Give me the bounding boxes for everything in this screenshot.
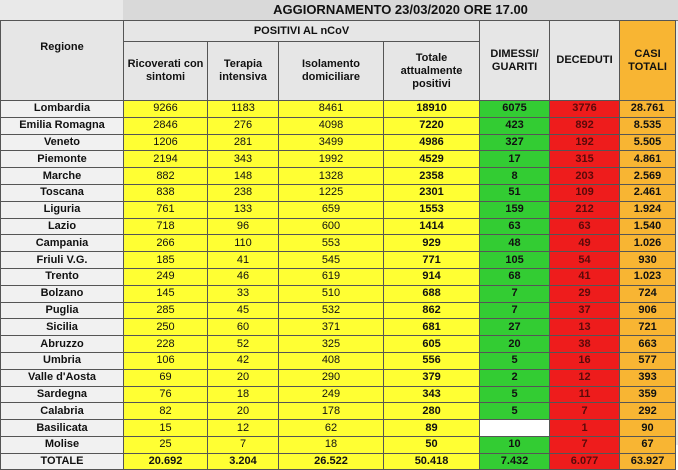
cell-casi-totali: 359 bbox=[620, 386, 676, 403]
cell-regione: TOTALE bbox=[1, 453, 124, 469]
cell-regione: Basilicata bbox=[1, 420, 124, 437]
cell-terapia: 96 bbox=[208, 218, 279, 235]
cell-deceduti: 1 bbox=[550, 420, 620, 437]
cell-casi-totali: 721 bbox=[620, 319, 676, 336]
header-totale-positivi: Totale attualmente positivi bbox=[384, 42, 480, 101]
cell-dimessi: 5 bbox=[480, 403, 550, 420]
cell-isolamento: 1225 bbox=[279, 184, 384, 201]
cell-terapia: 42 bbox=[208, 352, 279, 369]
cell-terapia: 52 bbox=[208, 336, 279, 353]
cell-terapia: 46 bbox=[208, 268, 279, 285]
table-row bbox=[1, 302, 676, 319]
cell-regione: Valle d'Aosta bbox=[1, 369, 124, 386]
cell-terapia: 60 bbox=[208, 319, 279, 336]
cell-totale-positivi: 556 bbox=[384, 352, 480, 369]
cell-dimessi: 17 bbox=[480, 151, 550, 168]
header-dimessi: DIMESSI/ GUARITI bbox=[480, 21, 550, 101]
cell-ricoverati: 106 bbox=[124, 352, 208, 369]
cell-dimessi: 27 bbox=[480, 319, 550, 336]
cell-isolamento: 510 bbox=[279, 285, 384, 302]
table-row bbox=[1, 336, 676, 353]
cell-terapia: 45 bbox=[208, 302, 279, 319]
cell-casi-totali: 292 bbox=[620, 403, 676, 420]
cell-ricoverati: 285 bbox=[124, 302, 208, 319]
cell-isolamento: 3499 bbox=[279, 134, 384, 151]
cell-terapia: 20 bbox=[208, 403, 279, 420]
cell-regione: Toscana bbox=[1, 184, 124, 201]
cell-terapia: 281 bbox=[208, 134, 279, 151]
cell-terapia: 33 bbox=[208, 285, 279, 302]
cell-casi-totali: 1.026 bbox=[620, 235, 676, 252]
cell-dimessi: 51 bbox=[480, 184, 550, 201]
cell-dimessi bbox=[480, 420, 550, 437]
cell-regione: Trento bbox=[1, 268, 124, 285]
cell-casi-totali: 577 bbox=[620, 352, 676, 369]
cell-totale-positivi: 50.418 bbox=[384, 453, 480, 469]
cell-ricoverati: 882 bbox=[124, 168, 208, 185]
cell-ricoverati: 761 bbox=[124, 201, 208, 218]
cell-terapia: 7 bbox=[208, 436, 279, 453]
cell-terapia: 110 bbox=[208, 235, 279, 252]
cell-regione: Friuli V.G. bbox=[1, 252, 124, 269]
cell-dimessi: 48 bbox=[480, 235, 550, 252]
table-row bbox=[1, 235, 676, 252]
cell-casi-totali: 63.927 bbox=[620, 453, 676, 469]
cell-casi-totali: 930 bbox=[620, 252, 676, 269]
cell-deceduti: 109 bbox=[550, 184, 620, 201]
cell-isolamento: 1992 bbox=[279, 151, 384, 168]
cell-terapia: 238 bbox=[208, 184, 279, 201]
cell-casi-totali: 393 bbox=[620, 369, 676, 386]
cell-deceduti: 315 bbox=[550, 151, 620, 168]
cell-casi-totali: 5.505 bbox=[620, 134, 676, 151]
cell-isolamento: 8461 bbox=[279, 101, 384, 118]
cell-totale-positivi: 1553 bbox=[384, 201, 480, 218]
cell-casi-totali: 906 bbox=[620, 302, 676, 319]
cell-deceduti: 11 bbox=[550, 386, 620, 403]
cell-totale-positivi: 2301 bbox=[384, 184, 480, 201]
table-row bbox=[1, 403, 676, 420]
table-row bbox=[1, 352, 676, 369]
cell-regione: Puglia bbox=[1, 302, 124, 319]
header-casi-totali: CASI TOTALI bbox=[620, 21, 676, 101]
cell-ricoverati: 25 bbox=[124, 436, 208, 453]
table-row bbox=[1, 218, 676, 235]
cell-dimessi: 63 bbox=[480, 218, 550, 235]
cell-dimessi: 7.432 bbox=[480, 453, 550, 469]
cell-totale-positivi: 2358 bbox=[384, 168, 480, 185]
header-terapia: Terapia intensiva bbox=[208, 42, 279, 101]
cell-isolamento: 408 bbox=[279, 352, 384, 369]
cell-deceduti: 38 bbox=[550, 336, 620, 353]
table-row bbox=[1, 101, 676, 118]
cell-regione: Bolzano bbox=[1, 285, 124, 302]
cell-isolamento: 290 bbox=[279, 369, 384, 386]
cell-deceduti: 37 bbox=[550, 302, 620, 319]
cell-ricoverati: 82 bbox=[124, 403, 208, 420]
cell-deceduti: 212 bbox=[550, 201, 620, 218]
cell-totale-positivi: 7220 bbox=[384, 117, 480, 134]
cell-ricoverati: 69 bbox=[124, 369, 208, 386]
cell-isolamento: 62 bbox=[279, 420, 384, 437]
cell-totale-positivi: 688 bbox=[384, 285, 480, 302]
table-row bbox=[1, 252, 676, 269]
cell-regione: Lombardia bbox=[1, 101, 124, 118]
cell-deceduti: 7 bbox=[550, 436, 620, 453]
cell-dimessi: 105 bbox=[480, 252, 550, 269]
cell-regione: Sardegna bbox=[1, 386, 124, 403]
cell-isolamento: 4098 bbox=[279, 117, 384, 134]
cell-totale-positivi: 89 bbox=[384, 420, 480, 437]
cell-ricoverati: 718 bbox=[124, 218, 208, 235]
cell-regione: Veneto bbox=[1, 134, 124, 151]
cell-deceduti: 54 bbox=[550, 252, 620, 269]
cell-regione: Molise bbox=[1, 436, 124, 453]
cell-regione: Lazio bbox=[1, 218, 124, 235]
cell-dimessi: 5 bbox=[480, 386, 550, 403]
cell-deceduti: 49 bbox=[550, 235, 620, 252]
cell-totale-positivi: 280 bbox=[384, 403, 480, 420]
cell-casi-totali: 8.535 bbox=[620, 117, 676, 134]
cell-regione: Piemonte bbox=[1, 151, 124, 168]
table-row bbox=[1, 117, 676, 134]
cell-totale-positivi: 4529 bbox=[384, 151, 480, 168]
update-title: AGGIORNAMENTO 23/03/2020 ORE 17.00 bbox=[123, 0, 678, 21]
cell-regione: Emilia Romagna bbox=[1, 117, 124, 134]
cell-dimessi: 5 bbox=[480, 352, 550, 369]
cell-deceduti: 3776 bbox=[550, 101, 620, 118]
cell-casi-totali: 1.023 bbox=[620, 268, 676, 285]
cell-terapia: 133 bbox=[208, 201, 279, 218]
cell-casi-totali: 4.861 bbox=[620, 151, 676, 168]
cell-isolamento: 545 bbox=[279, 252, 384, 269]
cell-terapia: 18 bbox=[208, 386, 279, 403]
table-row bbox=[1, 268, 676, 285]
header-ricoverati: Ricoverati con sintomi bbox=[124, 42, 208, 101]
cell-regione: Liguria bbox=[1, 201, 124, 218]
cell-ricoverati: 20.692 bbox=[124, 453, 208, 469]
cell-deceduti: 29 bbox=[550, 285, 620, 302]
cell-deceduti: 13 bbox=[550, 319, 620, 336]
cell-deceduti: 63 bbox=[550, 218, 620, 235]
cell-casi-totali: 67 bbox=[620, 436, 676, 453]
cell-isolamento: 26.522 bbox=[279, 453, 384, 469]
cell-totale-positivi: 681 bbox=[384, 319, 480, 336]
cell-deceduti: 6.077 bbox=[550, 453, 620, 469]
cell-deceduti: 192 bbox=[550, 134, 620, 151]
cell-ricoverati: 185 bbox=[124, 252, 208, 269]
cell-isolamento: 553 bbox=[279, 235, 384, 252]
cell-dimessi: 7 bbox=[480, 302, 550, 319]
cell-casi-totali: 663 bbox=[620, 336, 676, 353]
table-row bbox=[1, 319, 676, 336]
cell-totale-positivi: 862 bbox=[384, 302, 480, 319]
cell-deceduti: 7 bbox=[550, 403, 620, 420]
cell-terapia: 1183 bbox=[208, 101, 279, 118]
table-row bbox=[1, 184, 676, 201]
cell-totale-positivi: 929 bbox=[384, 235, 480, 252]
cell-ricoverati: 76 bbox=[124, 386, 208, 403]
cell-isolamento: 371 bbox=[279, 319, 384, 336]
cell-regione: Marche bbox=[1, 168, 124, 185]
cell-isolamento: 659 bbox=[279, 201, 384, 218]
cell-casi-totali: 1.540 bbox=[620, 218, 676, 235]
total-row bbox=[1, 453, 676, 469]
cell-ricoverati: 15 bbox=[124, 420, 208, 437]
table-row bbox=[1, 386, 676, 403]
cell-regione: Sicilia bbox=[1, 319, 124, 336]
table-body bbox=[1, 101, 676, 470]
cell-terapia: 148 bbox=[208, 168, 279, 185]
cell-ricoverati: 266 bbox=[124, 235, 208, 252]
cell-regione: Umbria bbox=[1, 352, 124, 369]
cell-dimessi: 10 bbox=[480, 436, 550, 453]
cell-regione: Campania bbox=[1, 235, 124, 252]
cell-isolamento: 619 bbox=[279, 268, 384, 285]
cell-deceduti: 12 bbox=[550, 369, 620, 386]
cell-ricoverati: 250 bbox=[124, 319, 208, 336]
table-row bbox=[1, 151, 676, 168]
cell-dimessi: 8 bbox=[480, 168, 550, 185]
cell-ricoverati: 145 bbox=[124, 285, 208, 302]
cell-dimessi: 159 bbox=[480, 201, 550, 218]
cell-dimessi: 327 bbox=[480, 134, 550, 151]
cell-totale-positivi: 771 bbox=[384, 252, 480, 269]
table-row bbox=[1, 420, 676, 437]
cell-totale-positivi: 18910 bbox=[384, 101, 480, 118]
cell-totale-positivi: 379 bbox=[384, 369, 480, 386]
cell-dimessi: 20 bbox=[480, 336, 550, 353]
cell-isolamento: 532 bbox=[279, 302, 384, 319]
cell-terapia: 12 bbox=[208, 420, 279, 437]
table-row bbox=[1, 134, 676, 151]
cell-dimessi: 423 bbox=[480, 117, 550, 134]
cell-isolamento: 18 bbox=[279, 436, 384, 453]
cell-terapia: 41 bbox=[208, 252, 279, 269]
cell-ricoverati: 249 bbox=[124, 268, 208, 285]
header-positivi-group: POSITIVI AL nCoV bbox=[124, 21, 480, 42]
header-deceduti: DECEDUTI bbox=[550, 21, 620, 101]
cell-terapia: 276 bbox=[208, 117, 279, 134]
cell-regione: Abruzzo bbox=[1, 336, 124, 353]
cell-dimessi: 6075 bbox=[480, 101, 550, 118]
cell-dimessi: 2 bbox=[480, 369, 550, 386]
cell-casi-totali: 1.924 bbox=[620, 201, 676, 218]
cell-totale-positivi: 4986 bbox=[384, 134, 480, 151]
cell-deceduti: 41 bbox=[550, 268, 620, 285]
cell-deceduti: 16 bbox=[550, 352, 620, 369]
table-row bbox=[1, 201, 676, 218]
cell-casi-totali: 28.761 bbox=[620, 101, 676, 118]
cell-totale-positivi: 605 bbox=[384, 336, 480, 353]
cell-dimessi: 7 bbox=[480, 285, 550, 302]
cell-ricoverati: 838 bbox=[124, 184, 208, 201]
cell-totale-positivi: 1414 bbox=[384, 218, 480, 235]
cell-regione: Calabria bbox=[1, 403, 124, 420]
cell-totale-positivi: 343 bbox=[384, 386, 480, 403]
table-row bbox=[1, 369, 676, 386]
cell-isolamento: 249 bbox=[279, 386, 384, 403]
cell-casi-totali: 2.569 bbox=[620, 168, 676, 185]
cell-ricoverati: 2194 bbox=[124, 151, 208, 168]
cell-totale-positivi: 914 bbox=[384, 268, 480, 285]
cell-ricoverati: 9266 bbox=[124, 101, 208, 118]
cell-totale-positivi: 50 bbox=[384, 436, 480, 453]
header-regione: Regione bbox=[1, 21, 124, 101]
cell-isolamento: 1328 bbox=[279, 168, 384, 185]
cell-casi-totali: 724 bbox=[620, 285, 676, 302]
cell-dimessi: 68 bbox=[480, 268, 550, 285]
regional-table bbox=[0, 20, 676, 470]
table-row bbox=[1, 285, 676, 302]
cell-isolamento: 178 bbox=[279, 403, 384, 420]
cell-terapia: 20 bbox=[208, 369, 279, 386]
cell-ricoverati: 2846 bbox=[124, 117, 208, 134]
table-row bbox=[1, 168, 676, 185]
cell-terapia: 3.204 bbox=[208, 453, 279, 469]
cell-casi-totali: 90 bbox=[620, 420, 676, 437]
cell-deceduti: 892 bbox=[550, 117, 620, 134]
cell-deceduti: 203 bbox=[550, 168, 620, 185]
header-isolamento: Isolamento domiciliare bbox=[279, 42, 384, 101]
cell-isolamento: 600 bbox=[279, 218, 384, 235]
cell-ricoverati: 1206 bbox=[124, 134, 208, 151]
cell-isolamento: 325 bbox=[279, 336, 384, 353]
cell-ricoverati: 228 bbox=[124, 336, 208, 353]
cell-terapia: 343 bbox=[208, 151, 279, 168]
cell-casi-totali: 2.461 bbox=[620, 184, 676, 201]
